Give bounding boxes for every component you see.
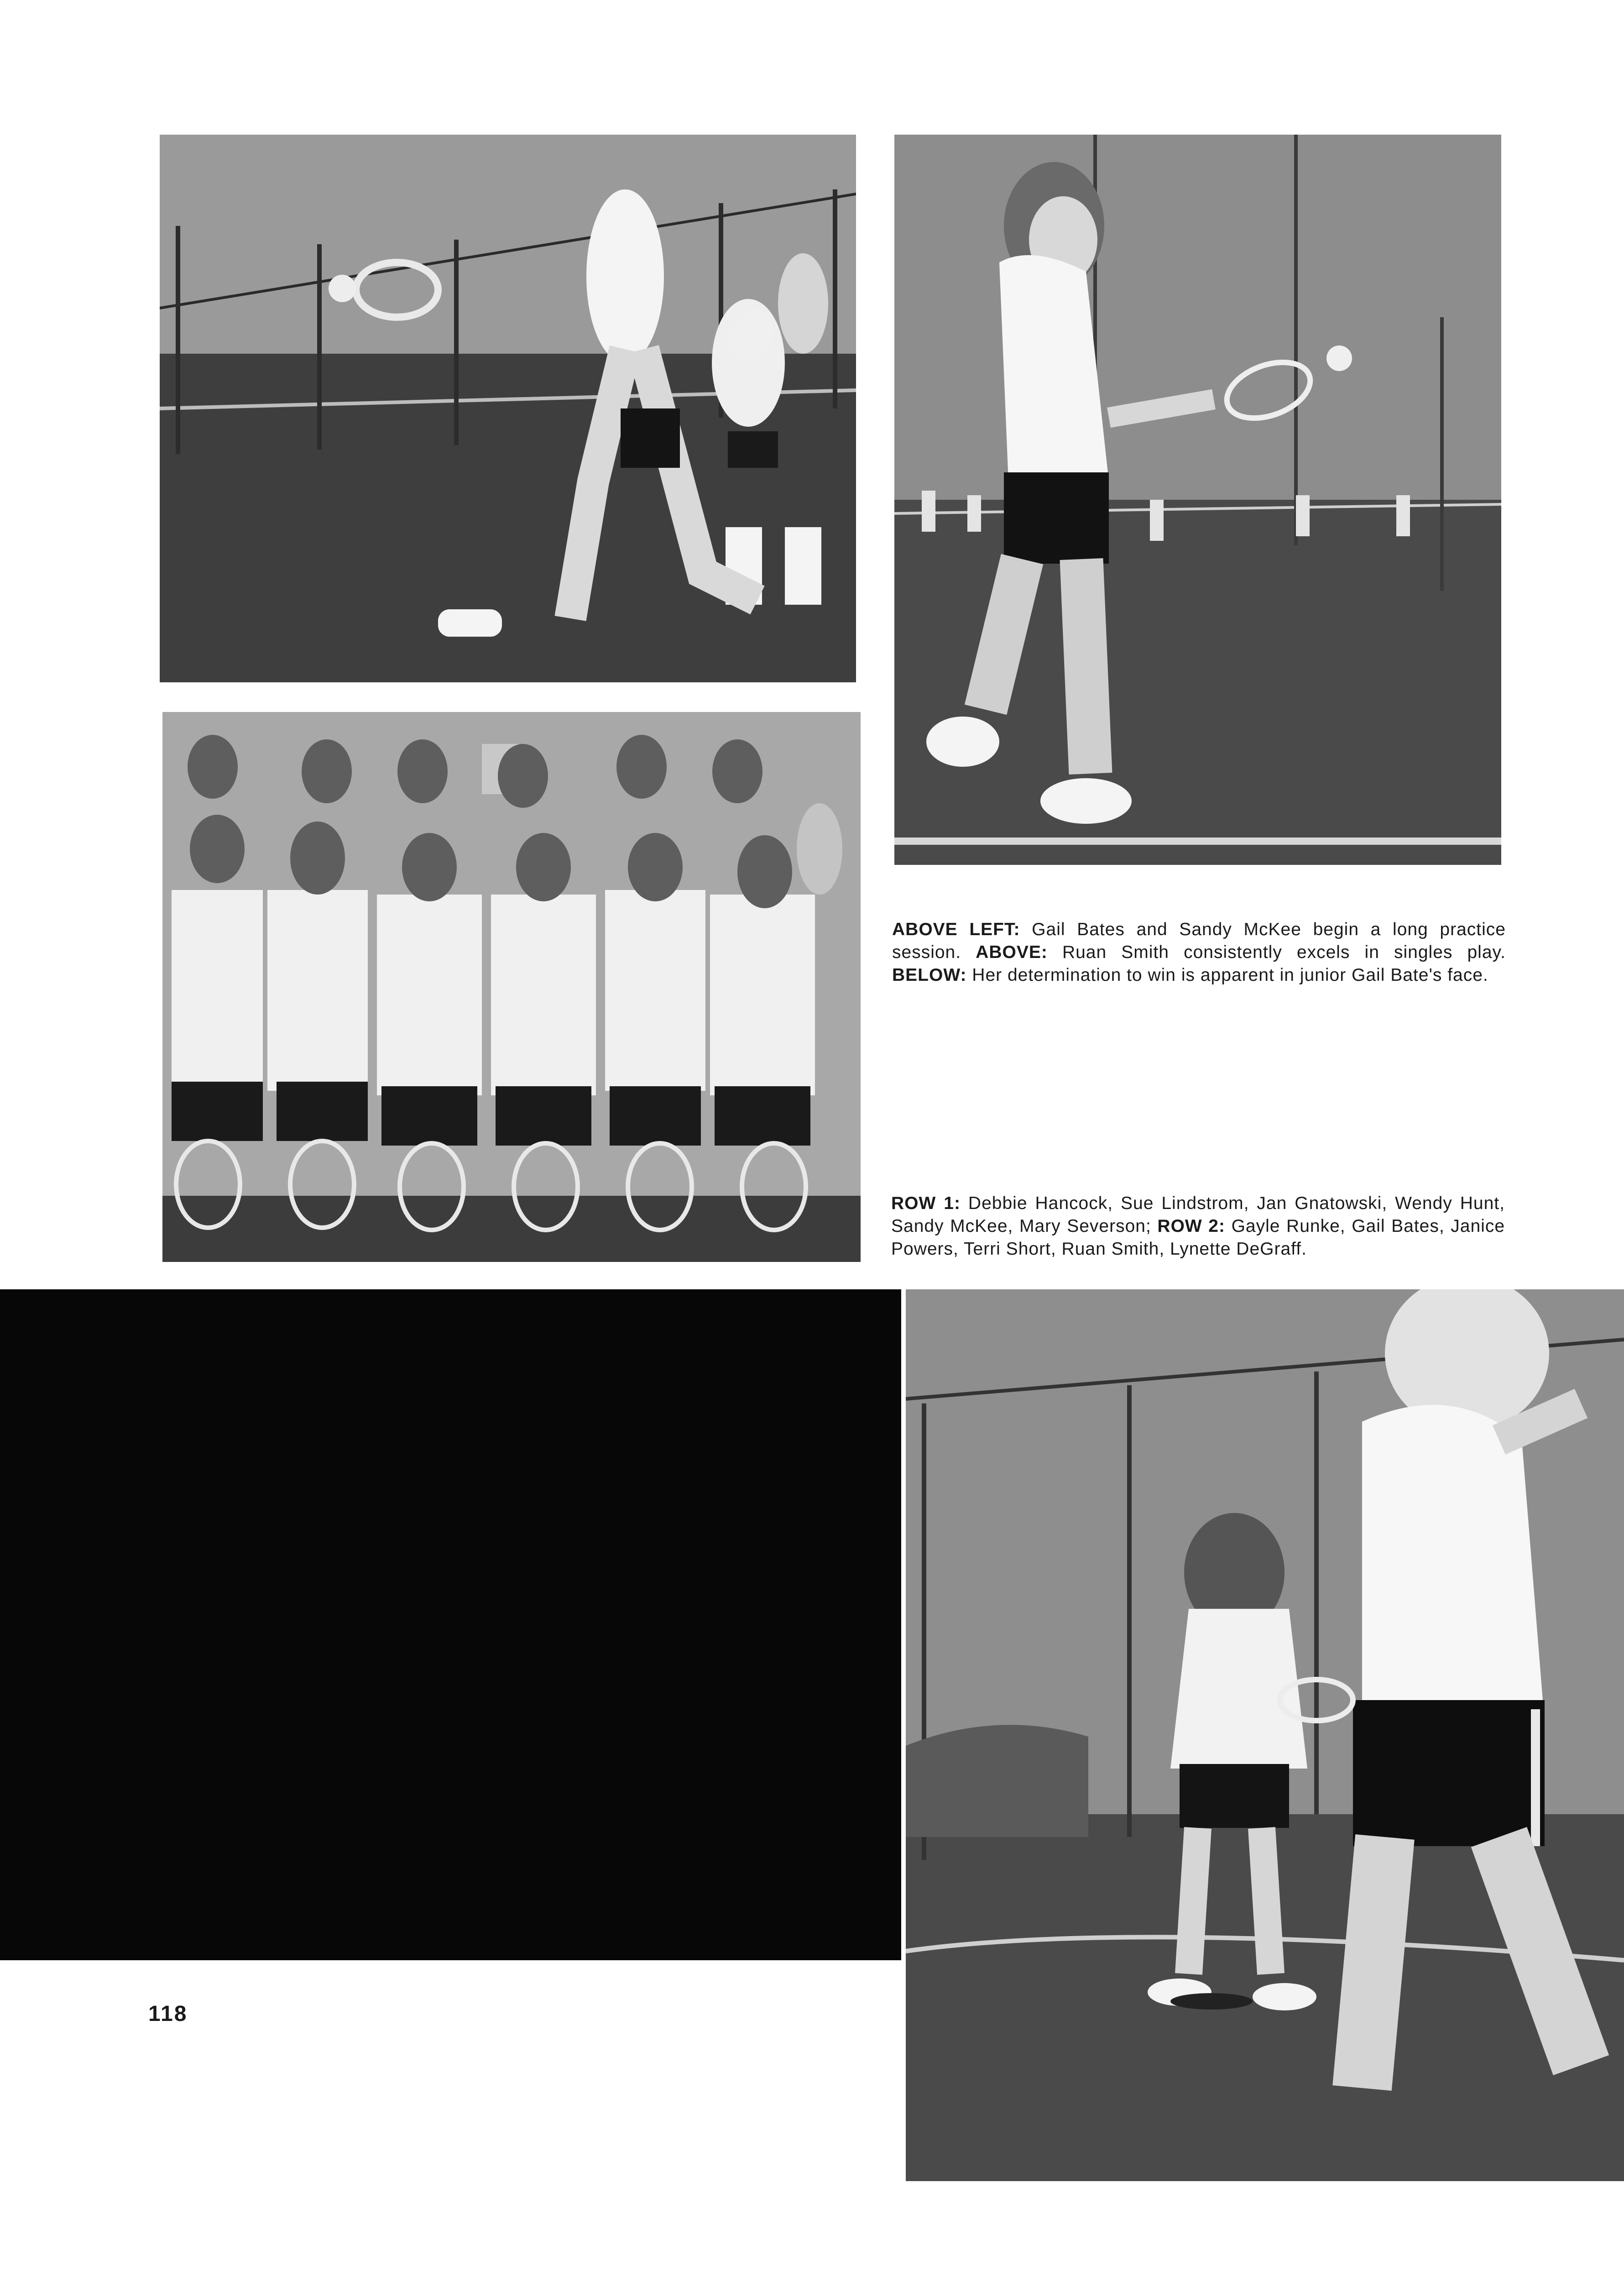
photo-practice-session — [160, 135, 856, 682]
photo-determined-player-image — [906, 1289, 1624, 2181]
photo-team-portrait — [162, 712, 861, 1262]
caption-label-row2: ROW 2: — [1157, 1216, 1225, 1236]
caption-label-row1: ROW 1: — [891, 1193, 961, 1213]
caption-names-row1: Debbie Hancock, Sue Lindstrom, Jan Gnatowski, Wendy Hunt, Sandy McKee, Mary Severson; — [891, 1193, 1505, 1236]
intro-text-panel — [0, 1289, 901, 1960]
photo-determined-player — [906, 1289, 1624, 2181]
caption-above-photos — [892, 918, 1506, 987]
photo-practice-session-image — [160, 135, 856, 682]
photo-singles-player-image — [894, 135, 1501, 865]
photo-team-portrait-image — [162, 712, 861, 1262]
caption-label-below: BELOW: — [892, 965, 967, 985]
caption-text-below: Her determination to win is apparent in junior Gail Bate's face. — [972, 965, 1488, 985]
caption-label-above: ABOVE: — [976, 942, 1048, 962]
photo-singles-player — [894, 135, 1501, 865]
caption-text-above: Ruan Smith consistently excels in singles play. — [1062, 942, 1506, 962]
caption-names-row2: Gayle Runke, Gail Bates, Janice Powers, Terri Short, Ruan Smith, Lynette DeGraff. — [891, 1216, 1505, 1259]
page-number: 118 — [148, 2002, 188, 2026]
caption-label-above-left: ABOVE LEFT: — [892, 920, 1020, 939]
caption-text-above-left: Gail Bates and Sandy McKee begin a long practice session. — [892, 920, 1506, 962]
caption-team-roster — [891, 1192, 1505, 1261]
